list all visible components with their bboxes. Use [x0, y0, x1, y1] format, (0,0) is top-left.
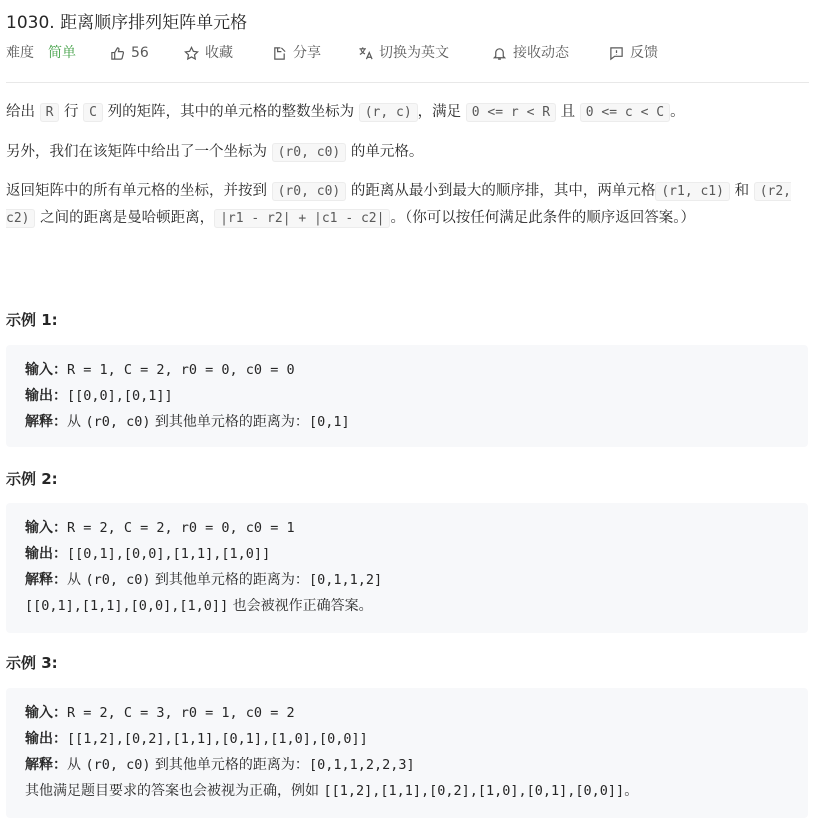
example-3-title: 示例 3: [6, 654, 58, 672]
example-3-box [6, 688, 808, 818]
difficulty-badge: 简单 [48, 45, 76, 61]
share-icon [272, 46, 287, 61]
like-button[interactable] [110, 42, 149, 64]
favorite-label: 收藏 [205, 45, 233, 61]
example-1-box [6, 345, 808, 447]
subscribe-button[interactable] [492, 42, 569, 64]
feedback-label: 反馈 [630, 45, 658, 61]
example-note: 其他满足题目要求的答案也会被视为正确，例如 [[1,2],[1,1],[0,2],[1,0],[0,1],[0,0]]。 [25, 783, 639, 799]
favorite-button[interactable] [184, 42, 233, 64]
example-1-title: 示例 1: [6, 311, 58, 329]
example-explanation: 解释：从 (r0, c0) 到其他单元格的距离为：[0,1] [25, 414, 350, 430]
example-input: 输入：R = 2, C = 3, r0 = 1, c0 = 2 [25, 705, 295, 721]
subscribe-label: 接收动态 [513, 45, 569, 61]
bell-icon [492, 46, 507, 61]
translate-label: 切换为英文 [379, 45, 449, 61]
share-button[interactable] [272, 42, 321, 64]
difficulty-label: 难度 [6, 45, 34, 61]
example-2-box [6, 503, 808, 633]
problem-meta-bar [6, 42, 821, 64]
translate-button[interactable] [358, 42, 449, 64]
example-output: 输出：[[0,1],[0,0],[1,1],[1,0]] [25, 546, 271, 562]
example-input: 输入：R = 2, C = 2, r0 = 0, c0 = 1 [25, 520, 295, 536]
like-count: 56 [131, 45, 149, 61]
example-output: 输出：[[1,2],[0,2],[1,1],[0,1],[1,0],[0,0]] [25, 731, 368, 747]
description-paragraph-3: 返回矩阵中的所有单元格的坐标，并按到 (r0, c0) 的距离从最小到最大的顺序排，其中，两单元格 (r1, c1) 和 (r2, c2) 之间的距离是曼哈顿距离， |r1 - r2| + |c1 - c2| 。（你可以按任何满足此条件的顺序返回答案。） [6, 183, 791, 226]
share-label: 分享 [293, 45, 321, 61]
header-divider [6, 82, 809, 83]
example-note: [[0,1],[1,1],[0,0],[1,0]] 也会被视作正确答案。 [25, 598, 373, 614]
description-paragraph-1: 给出 R 行 C 列的矩阵，其中的单元格的整数坐标为 (r, c) ，满足 0 <= r < R 且 0 <= c < C 。 [6, 104, 685, 120]
feedback-icon [609, 46, 624, 61]
example-output: 输出：[[0,0],[0,1]] [25, 388, 173, 404]
example-input: 输入：R = 1, C = 2, r0 = 0, c0 = 0 [25, 362, 295, 378]
description-paragraph-2: 另外，我们在该矩阵中给出了一个坐标为 (r0, c0) 的单元格。 [6, 144, 424, 160]
thumbs-up-icon [110, 46, 125, 61]
feedback-button[interactable] [609, 42, 658, 64]
problem-title: 1030. 距离顺序排列矩阵单元格 [6, 13, 248, 33]
star-icon [184, 46, 199, 61]
example-explanation: 解释：从 (r0, c0) 到其他单元格的距离为：[0,1,1,2,2,3] [25, 757, 415, 773]
translate-icon [358, 46, 373, 61]
example-2-title: 示例 2: [6, 470, 58, 488]
example-explanation: 解释：从 (r0, c0) 到其他单元格的距离为：[0,1,1,2] [25, 572, 383, 588]
